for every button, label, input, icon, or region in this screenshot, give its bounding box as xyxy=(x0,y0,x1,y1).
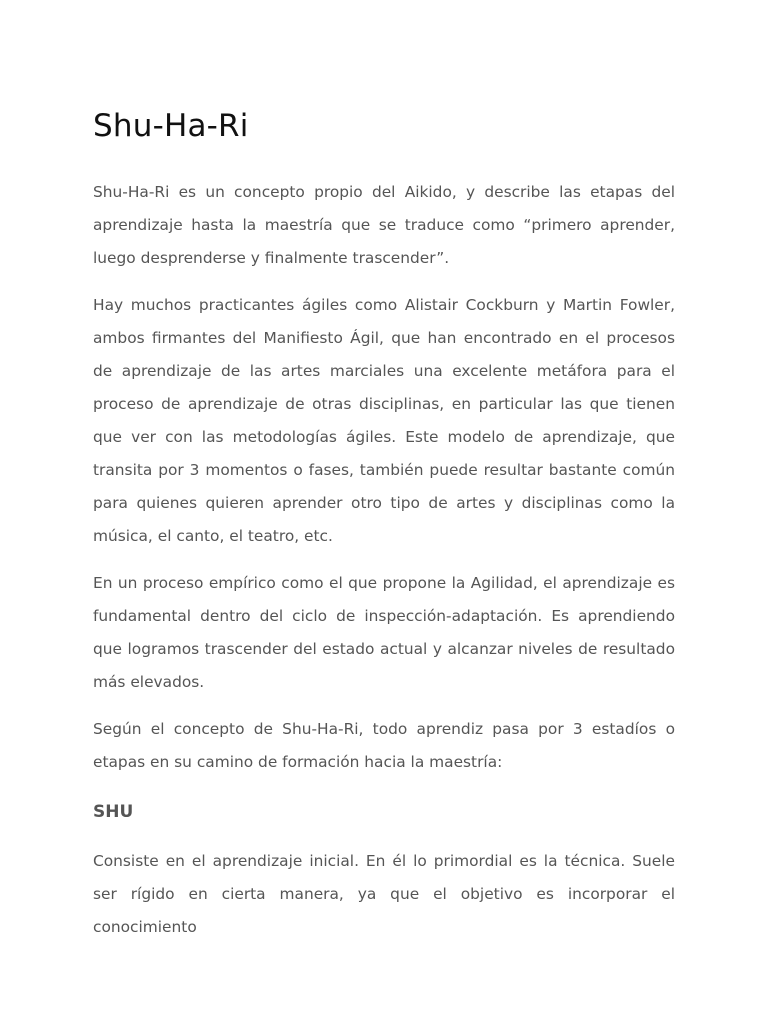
paragraph-shu: Consiste en el aprendizaje inicial. En él lo primordial es la técnica. Suele ser rígido en cierta manera, ya que el objetivo es incorporar el conocimiento xyxy=(93,852,675,936)
paragraph-agile-practitioners: Hay muchos practicantes ágiles como Alistair Cockburn y Martin Fowler, ambos firmantes del Manifiesto Ágil, que han encontrado en el procesos de aprendizaje de las artes marciales una excelente metáfora para el proceso de aprendizaje de otras disciplinas, en particular las que tienen que ver con las metodologías ágiles. Este modelo de aprendizaje, que transita por 3 momentos o fases, también puede resultar bastante común para quienes quieren aprender otro tipo de artes y disciplinas como la música, el canto, el teatro, etc. xyxy=(93,296,675,545)
document-page xyxy=(93,106,675,944)
paragraph-intro: Shu-Ha-Ri es un concepto propio del Aikido, y describe las etapas del aprendizaje hasta la maestría que se traduce como “primero aprender, luego desprenderse y finalmente trascender”. xyxy=(93,183,675,267)
section-heading-shu: SHU xyxy=(93,802,134,822)
article-title: Shu-Ha-Ri xyxy=(93,108,249,144)
paragraph-three-stages: Según el concepto de Shu-Ha-Ri, todo aprendiz pasa por 3 estadíos o etapas en su camino de formación hacia la maestría: xyxy=(93,720,675,771)
paragraph-empirical-process: En un proceso empírico como el que propone la Agilidad, el aprendizaje es fundamental dentro del ciclo de inspección-adaptación. Es aprendiendo que logramos trascender del estado actual y alcanzar niveles de resultado más elevados. xyxy=(93,574,675,691)
